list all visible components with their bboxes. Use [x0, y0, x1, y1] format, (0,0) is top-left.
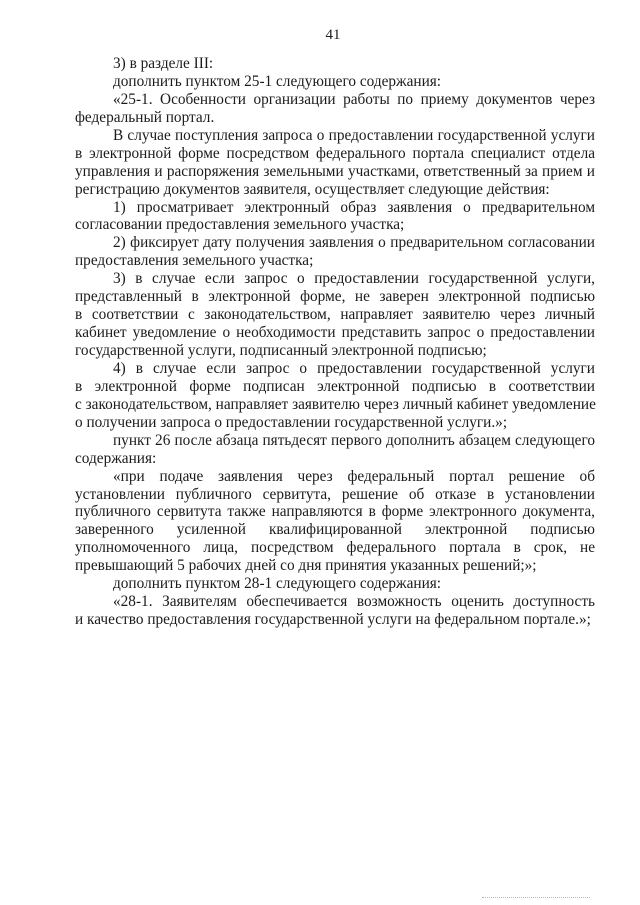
text-line: федеральный портал. [75, 108, 215, 126]
text-line: публичного сервитута также направляются в форме электронного документа, [75, 503, 595, 521]
paragraph-amendment-26 [75, 432, 595, 468]
paragraph-clause-25-1-body [75, 127, 595, 199]
paragraph-amendment-28-1 [75, 575, 595, 593]
paragraph-amendment-25-1 [75, 73, 595, 91]
text-line: представленный в электронной форме, не заверен электронной подписью [75, 288, 595, 306]
text-line: 4) в случае если запрос о предоставлении государственной услуги [113, 359, 595, 377]
text-line: государственной услуги, подписанный электронной подписью; [75, 342, 487, 359]
text-line: «при подаче заявления через федеральный портал решение об [113, 467, 595, 485]
text-line: 1) просматривает электронный образ заявления о предварительном [113, 198, 595, 216]
text-line: согласовании предоставления земельного участка; [75, 216, 405, 234]
text-line: в соответствии с законодательством, направляет заявителю через личный [75, 306, 595, 324]
text-line: в электронной форме посредством федерального портала специалист отдела [75, 144, 595, 162]
text-line: 2) фиксирует дату получения заявления о предварительном согласовании [113, 234, 595, 252]
paragraph-clause-25-1-title [75, 91, 595, 127]
list-item-2 [75, 234, 595, 270]
text-line: регистрацию документов заявителя, осуществляет следующие действия: [75, 180, 550, 198]
text-line: В случае поступления запроса о предоставлении государственной услуги [113, 126, 595, 144]
text-line: 3) в случае если запрос о предоставлении государственной услуги, [113, 270, 595, 288]
text-line: установлении публичного сервитута, решение об отказе в установлении [75, 485, 595, 503]
text-line: о получении запроса о предоставлении государственной услуги.»; [75, 413, 508, 431]
text-line: дополнить пунктом 28-1 следующего содержания: [113, 575, 442, 593]
list-item-4 [75, 360, 595, 432]
text-line: «25-1. Особенности организации работы по приему документов через [113, 90, 595, 108]
text-line: в электронной форме подписан электронной подписью в соответствии [75, 377, 595, 395]
text-line: пункт 26 после абзаца пятьдесят первого дополнить абзацем следующего [113, 431, 595, 449]
list-item-1 [75, 199, 595, 235]
list-item-3 [75, 270, 595, 360]
text-line: кабинет уведомление о необходимости представить запрос о предоставлении [75, 324, 595, 342]
text-line: дополнить пунктом 25-1 следующего содержания: [113, 72, 442, 90]
text-line: превышающий 5 рабочих дней со дня принятия указанных решений;»; [75, 557, 537, 575]
text-line: предоставления земельного участка; [75, 252, 314, 270]
text-line: 3) в разделе III: [113, 55, 214, 72]
scan-artifact [482, 897, 590, 898]
document-body [75, 55, 595, 629]
text-line: содержания: [75, 449, 157, 467]
text-line: заверенного усиленной квалифицированной электронной подписью [75, 521, 595, 539]
paragraph-section-heading [75, 55, 595, 73]
text-line: управления и распоряжения земельными участками, ответственный за прием и [75, 162, 595, 180]
text-line: уполномоченного лица, посредством федерального портала в срок, не [75, 539, 595, 557]
text-line: с законодательством, направляет заявителю через личный кабинет уведомление [75, 395, 596, 413]
text-line: и качество предоставления государственной услуги на федеральном портале.»; [75, 611, 591, 629]
paragraph-clause-28-1 [75, 593, 595, 629]
paragraph-quoted-insertion [75, 468, 595, 576]
page-number: 41 [325, 27, 341, 43]
text-line: «28-1. Заявителям обеспечивается возможность оценить доступность [113, 593, 595, 611]
